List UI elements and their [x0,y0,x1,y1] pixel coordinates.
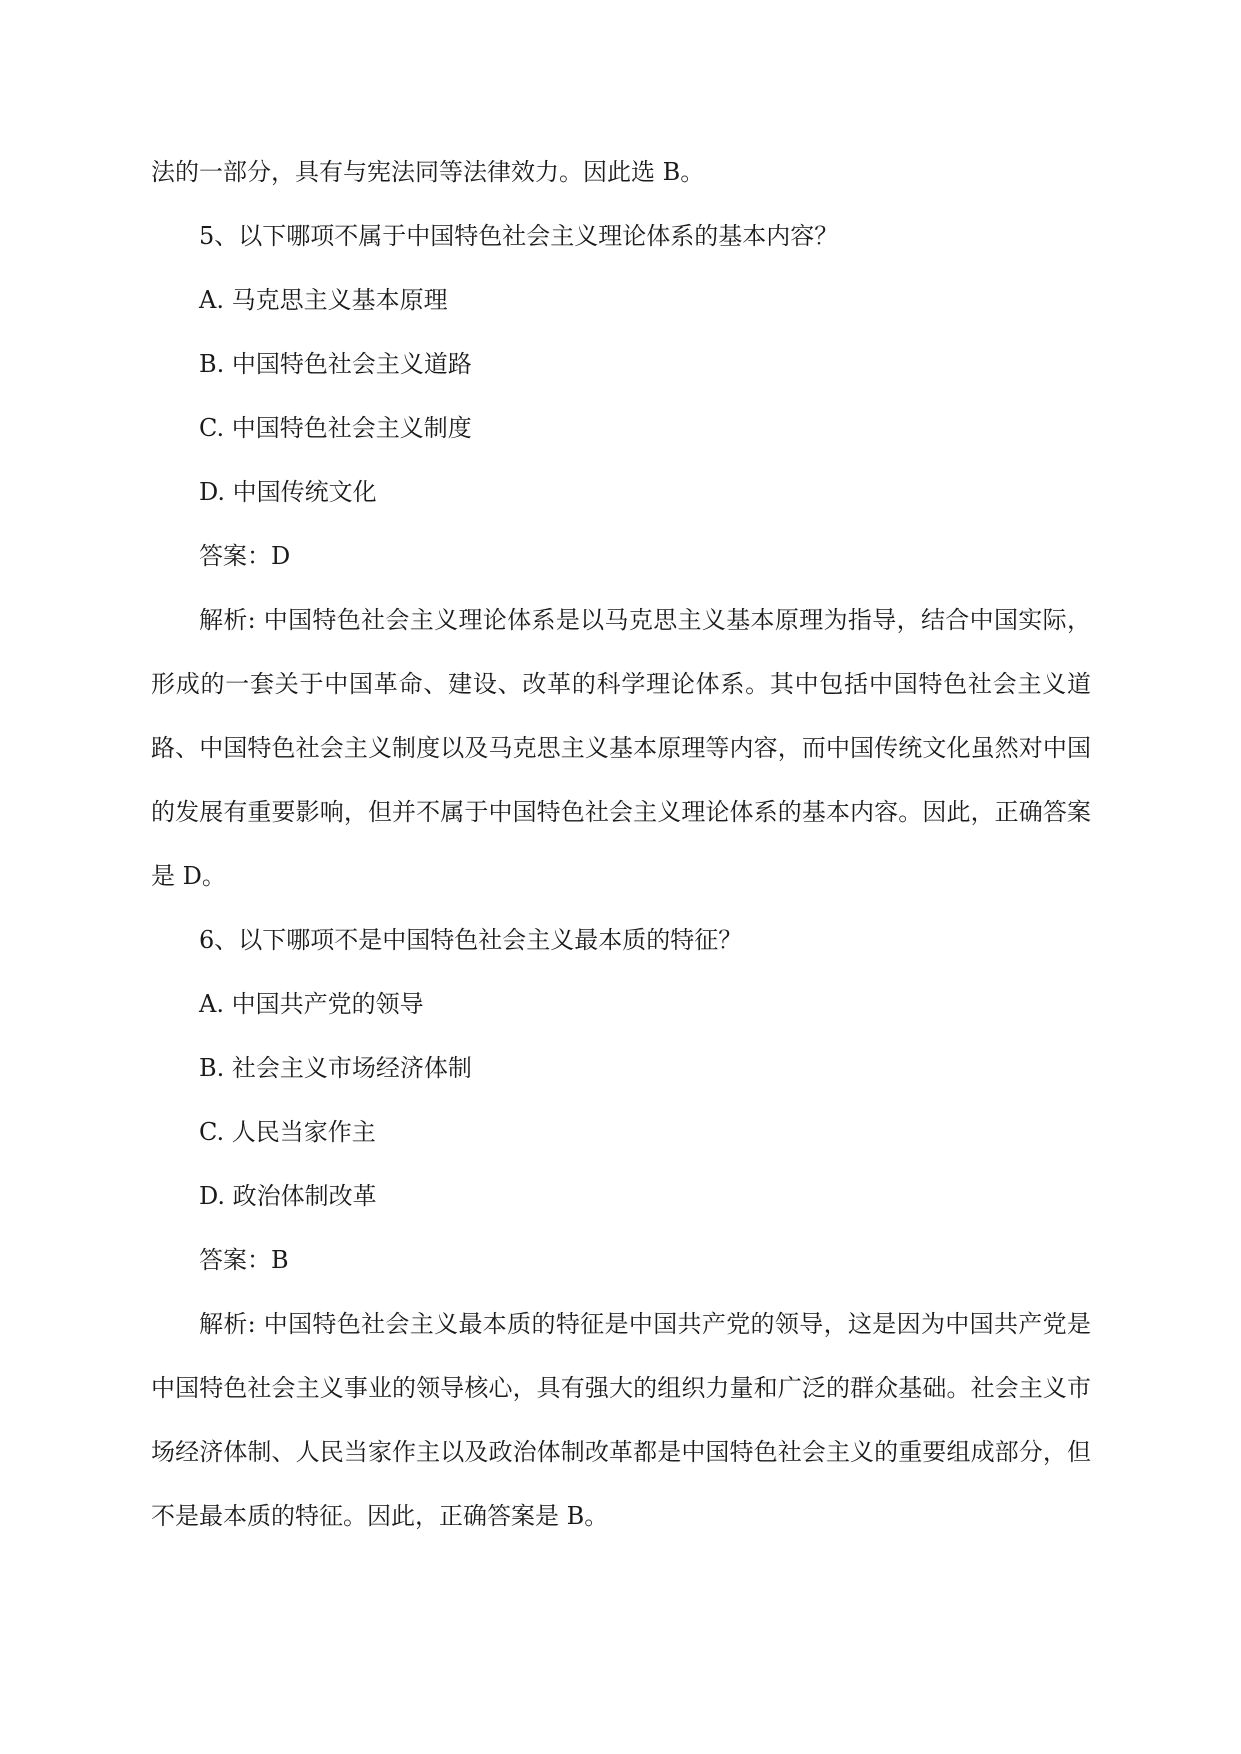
question-5-option-d: D. 中国传统文化 [199,478,377,506]
question-6-option-c: C. 人民当家作主 [199,1118,376,1146]
question-5: 5、以下哪项不属于中国特色社会主义理论体系的基本内容？ [199,222,839,250]
question-5-answer: 答案：D [199,542,291,570]
question-6-option-b: B. 社会主义市场经济体制 [199,1054,472,1082]
question-5-option-a: A. 马克思主义基本原理 [199,286,448,314]
question-6-option-d: D. 政治体制改革 [199,1182,377,1210]
question-5-option-b: B. 中国特色社会主义道路 [199,350,472,378]
question-6: 6、以下哪项不是中国特色社会主义最本质的特征？ [199,926,743,954]
question-5-option-c: C. 中国特色社会主义制度 [199,414,472,442]
continued-paragraph: 法的一部分，具有与宪法同等法律效力。因此选 B。 [151,158,705,186]
question-6-answer: 答案：B [199,1246,289,1274]
question-6-explanation: 解析: 中国特色社会主义最本质的特征是中国共产党的领导，这是因为中国共产党是中国特色社会主义事业的领导核心，具有强大的组织力量和广泛的群众基础。社会主义市场经济体制、人民当家作主以及政治体制改革都是中国特色社会主义的重要组成部分，但不是最本质的特征。因此，正确答案是 B。 [151,1310,1091,1530]
question-5-explanation: 解析: 中国特色社会主义理论体系是以马克思主义基本原理为指导，结合中国实际，形成的一套关于中国革命、建设、改革的科学理论体系。其中包括中国特色社会主义道路、中国特色社会主义制度以及马克思主义基本原理等内容，而中国传统文化虽然对中国的发展有重要影响，但并不属于中国特色社会主义理论体系的基本内容。因此，正确答案是 D。 [151,606,1091,890]
document-body [151,140,1091,1548]
question-6-option-a: A. 中国共产党的领导 [199,990,424,1018]
